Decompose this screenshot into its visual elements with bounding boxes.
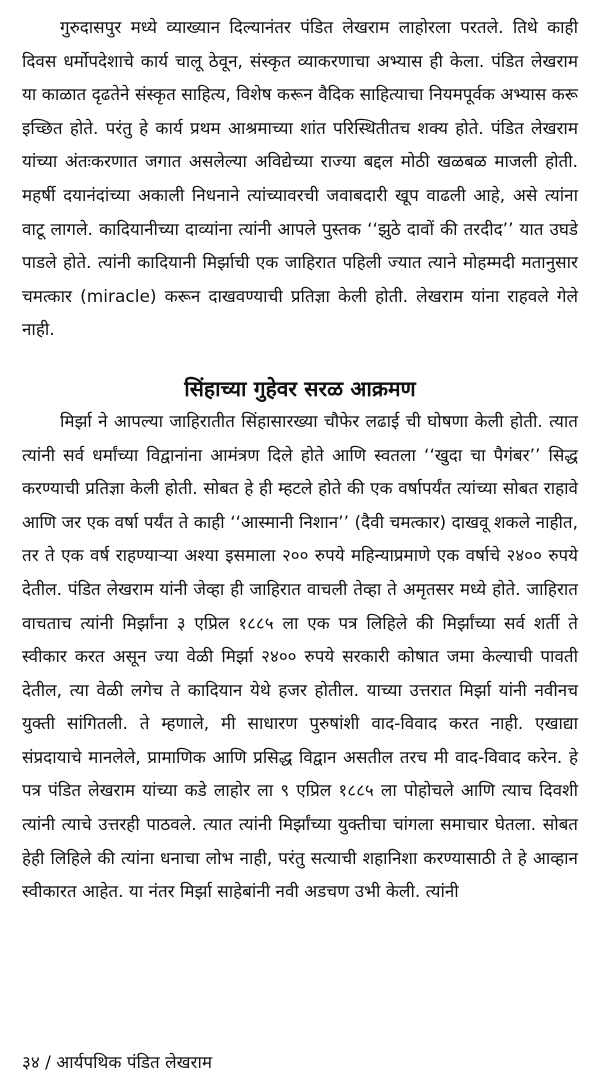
page-footer: ३४ / आर्यपथिक पंडित लेखराम: [22, 1053, 213, 1073]
paragraph-intro: गुरुदासपुर मध्ये व्याख्यान दिल्यानंतर पंडित लेखराम लाहोरला परतले. तिथे काही दिवस धर्मोपदेशाचे कार्य चालू ठेवून, संस्कृत व्याकरणाचा अभ्यास ही केला. पंडित लेखराम या काळात दृढतेने संस्कृत साहित्य, विशेष करून वैदिक साहित्याचा नियमपूर्वक अभ्यास करू इच्छित होते. परंतु हे कार्य प्रथम आश्रमाच्या शांत परिस्थितीतच शक्य होते. पंडित लेखराम यांच्या अंतःकरणात जगात असलेल्या अविद्येच्या राज्या बद्दल मोठी खळबळ माजली होती. महर्षी दयानंदांच्या अकाली निधनाने त्यांच्यावरची जवाबदारी खूप वाढली आहे, असे त्यांना वाटू लागले. कादियानीच्या दाव्यांना त्यांनी आपले पुस्तक ‘‘झुठे दावों की तरदीद’’ यात उघडे पाडले होते. त्यांनी कादियानी मिर्झाची एक जाहिरात पहिली ज्यात त्याने मोहम्मदी मतानुसार चमत्कार (miracle) करून दाखवण्याची प्रतिज्ञा केली होती. लेखराम यांना राहवले गेले नाही.: [22, 18, 578, 341]
section-heading: सिंहाच्या गुहेवर सरळ आक्रमण: [184, 376, 416, 401]
paragraph-main: मिर्झा ने आपल्या जाहिरातीत सिंहासारख्या चौफेर लढाई ची घोषणा केली होती. त्यात त्यांनी सर्व धर्मांच्या विद्वानांना आमंत्रण दिले होते आणि स्वतला ‘‘खुदा चा पैगंबर’’ सिद्ध करण्याची प्रतिज्ञा केली होती. सोबत हे ही म्हटले होते की एक वर्षापर्यंत त्यांच्या सोबत राहावे आणि जर एक वर्षा पर्यंत ते काही ‘‘आस्मानी निशान’’ (दैवी चमत्कार) दाखवू शकले नाहीत, तर ते एक वर्ष राहण्याऱ्या अश्या इसमाला २०० रुपये महिन्याप्रमाणे एक वर्षाचे २४०० रुपये देतील. पंडित लेखराम यांनी जेव्हा ही जाहिरात वाचली तेव्हा ते अमृतसर मध्ये होते. जाहिरात वाचताच त्यांनी मिर्झांना ३ एप्रिल १८८५ ला एक पत्र लिहिले की मिर्झांच्या सर्व शर्ती ते स्वीकार करत असून ज्या वेळी मिर्झा २४०० रुपये सरकारी कोषात जमा केल्याची पावती देतील, त्या वेळी लगेच ते कादियान येथे हजर होतील. याच्या उत्तरात मिर्झा यांनी नवीनच युक्ती सांगितली. ते म्हणाले, मी साधारण पुरुषांशी वाद-विवाद करत नाही. एखाद्या संप्रदायाचे मानलेले, प्रामाणिक आणि प्रसिद्ध विद्वान असतील तरच मी वाद-विवाद करेन. हे पत्र पंडित लेखराम यांच्या कडे लाहोर ला ९ एप्रिल १८८५ ला पोहोचले आणि त्याच दिवशी त्यांनी त्याचे उत्तरही पाठवले. त्यात त्यांनी मिर्झांच्या युक्तीचा चांगला समाचार घेतला. सोबत हेही लिहिले की त्यांना धनाचा लोभ नाही, परंतु सत्याची शहानिशा करण्यासाठी ते हे आव्हान स्वीकारत आहेत. या नंतर मिर्झा साहेबांनी नवी अडचण उभी केली. त्यांनी: [22, 411, 578, 903]
